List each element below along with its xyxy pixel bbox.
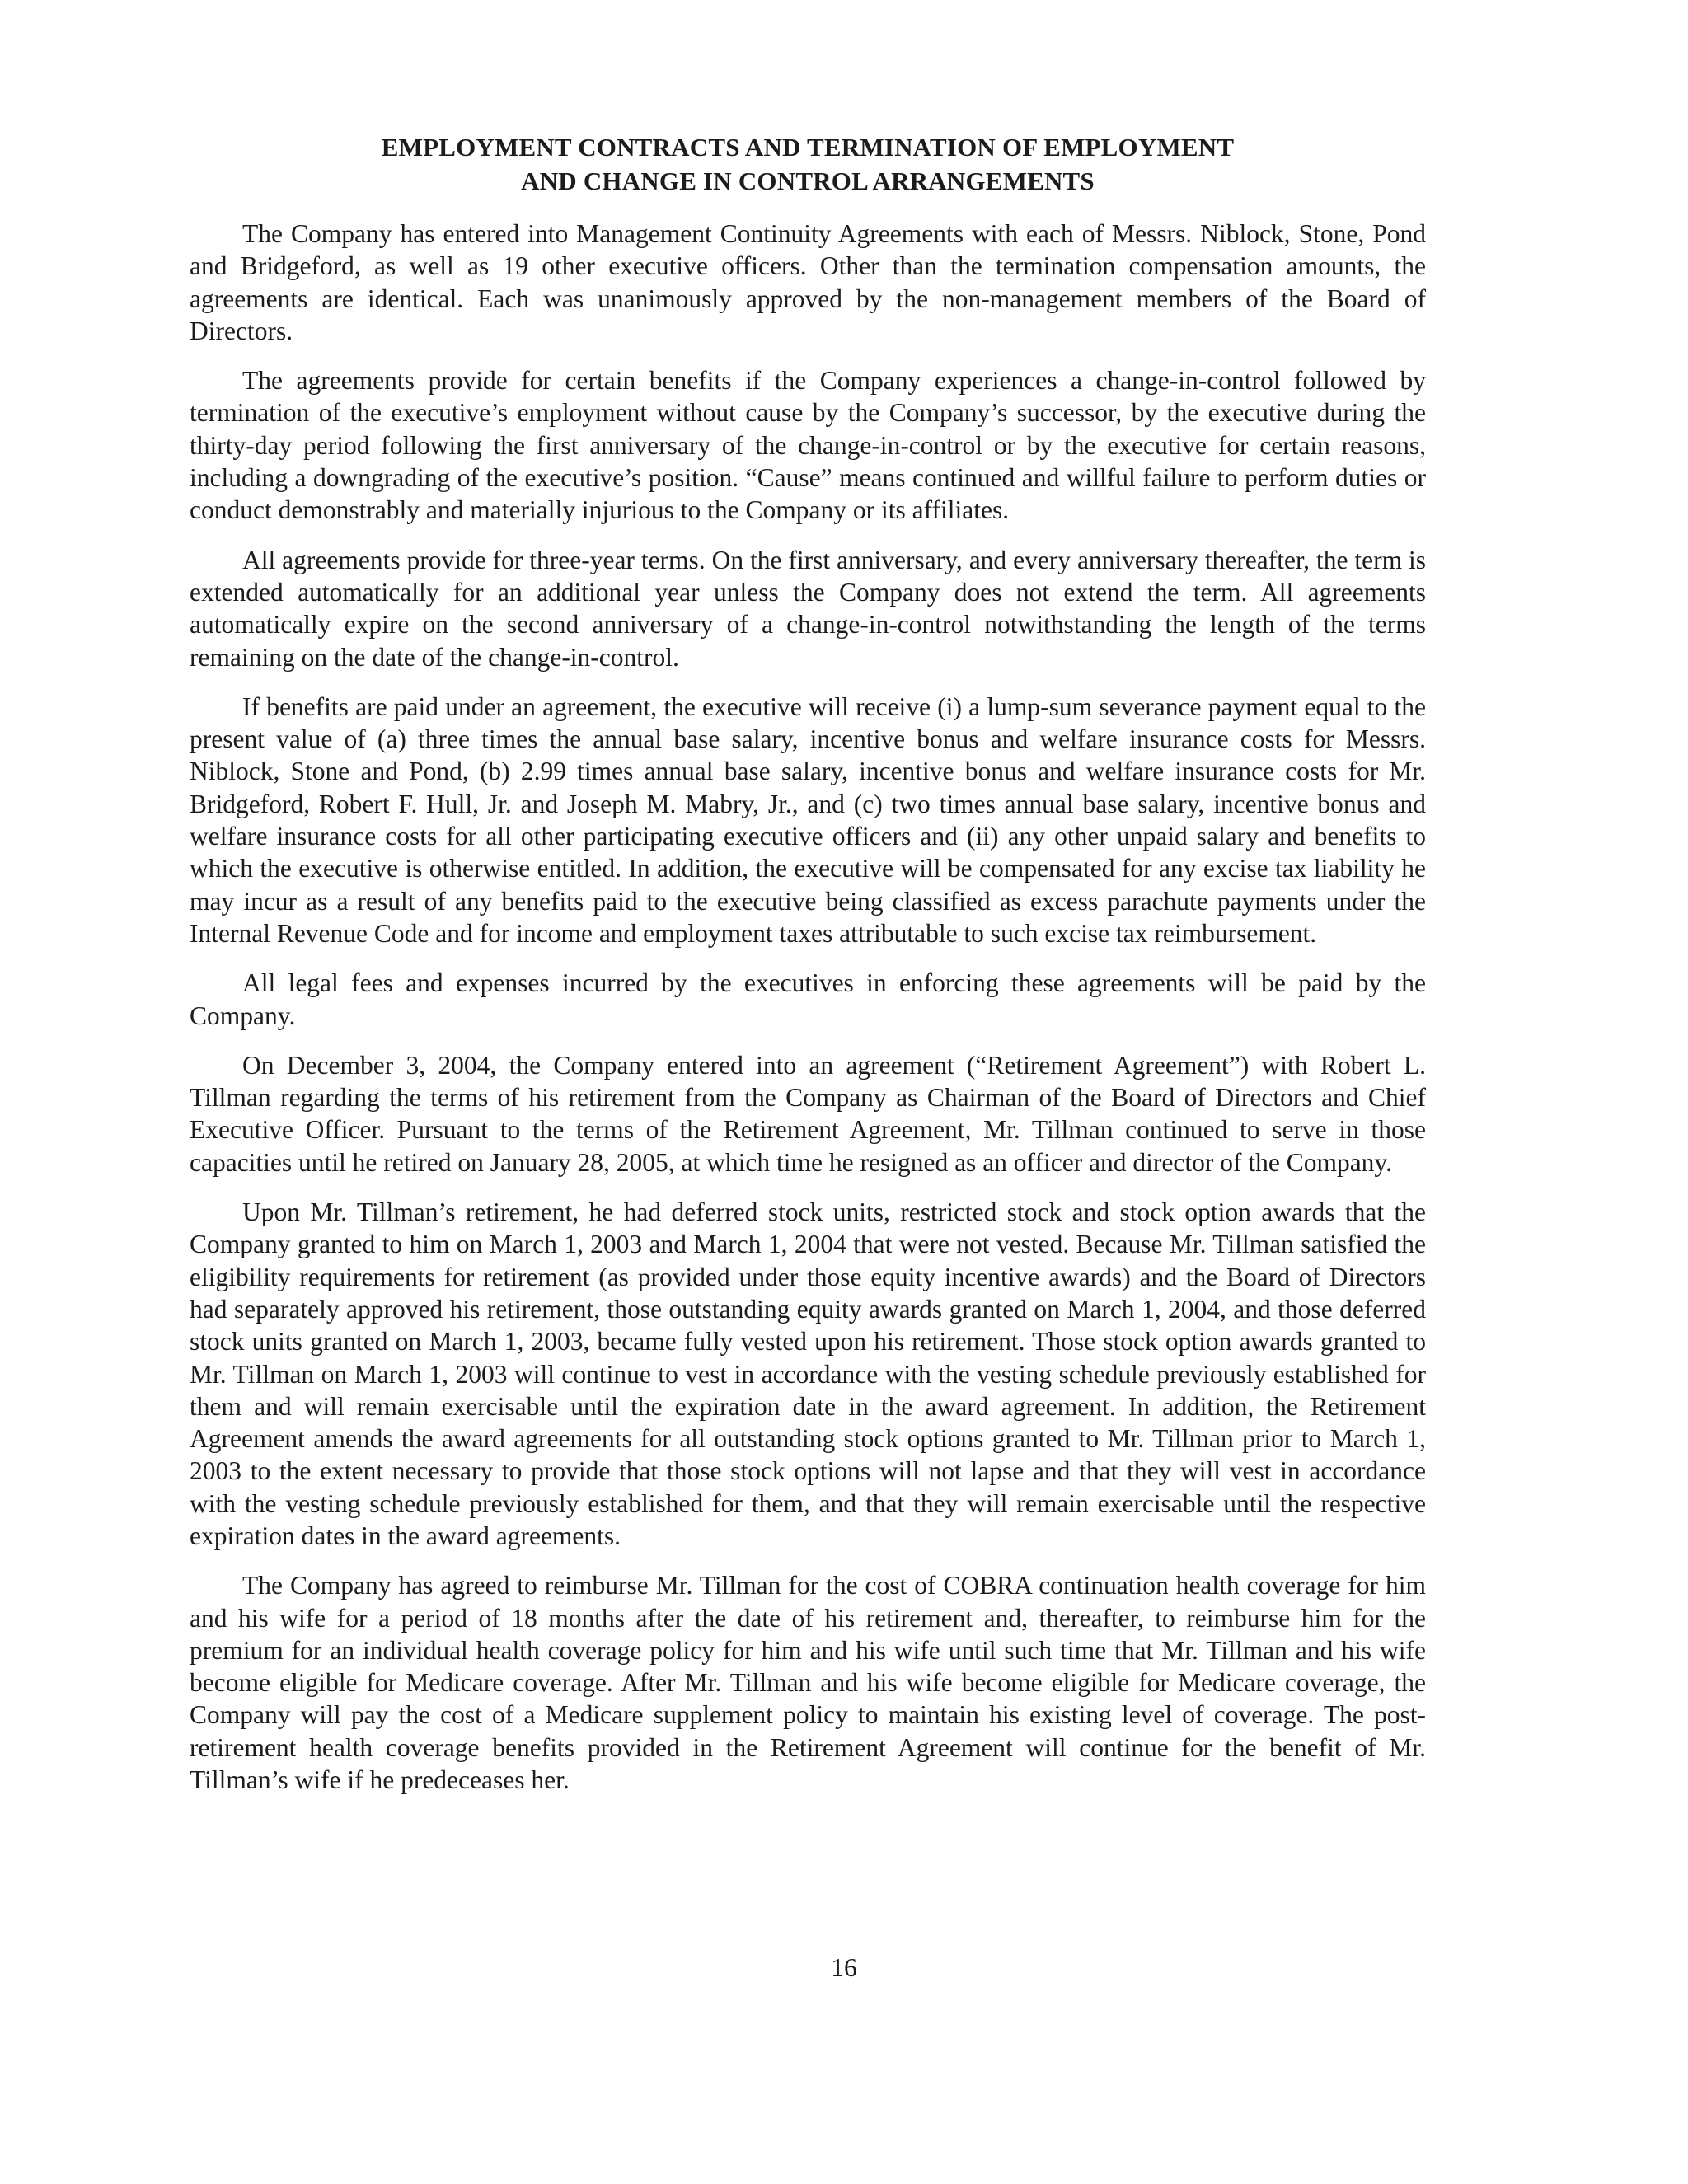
paragraph-health-coverage: The Company has agreed to reimburse Mr. Tillman for the cost of COBRA continuation health coverage for him and his wife for a period of 18 months after the date of his retirement and, thereafter, to reimburse him for the premium for an individual health coverage policy for him and his wife until such time that Mr. Tillman and his wife become eligible for Medicare coverage. After Mr. Tillman and his wife become eligible for Medicare coverage, the Company will pay the cost of a Medicare supplement policy to maintain his existing level of coverage. The post-retirement health coverage benefits provided in the Retirement Agreement will continue for the benefit of Mr. Tillman’s wife if he predeceases her. [190, 1571, 1426, 1795]
paragraph-management-continuity: The Company has entered into Management Continuity Agreements with each of Messrs. Niblock, Stone, Pond and Bridgeford, as well as 19 other executive officers. Other than the termination compensation amounts, the agreements are identical. Each was unanimously approved by the non-management members of the Board of Directors. [190, 219, 1426, 345]
paragraph-severance-payment: If benefits are paid under an agreement, the executive will receive (i) a lump-sum severance payment equal to the present value of (a) three times the annual base salary, incentive bonus and welfare insurance costs for Messrs. Niblock, Stone and Pond, (b) 2.99 times annual base salary, incentive bonus and welfare insurance costs for Mr. Bridgeford, Robert F. Hull, Jr. and Joseph M. Mabry, Jr., and (c) two times annual base salary, incentive bonus and welfare insurance costs for all other participating executive officers and (ii) any other unpaid salary and benefits to which the executive is otherwise entitled. In addition, the executive will be compensated for any excise tax liability he may incur as a result of any benefits paid to the executive being classified as excess parachute payments under the Internal Revenue Code and for income and employment taxes attributable to such excise tax reimbursement. [190, 691, 1426, 948]
section-heading-line-1: EMPLOYMENT CONTRACTS AND TERMINATION OF EMPLOYMENT [381, 133, 1235, 162]
paragraph-change-in-control-benefits: The agreements provide for certain benefits if the Company experiences a change-in-control followed by termination of the executive’s employment without cause by the Company’s successor, by the executive during the thirty-day period following the first anniversary of the change-in-control or by the executive for certain reasons, including a downgrading of the executive’s position. “Cause” means continued and willful failure to perform duties or conduct demonstrably and materially injurious to the Company or its affiliates. [190, 366, 1426, 525]
paragraph-retirement-agreement: On December 3, 2004, the Company entered into an agreement (“Retirement Agreement”) with Robert L. Tillman regarding the terms of his retirement from the Company as Chairman of the Board of Directors and Chief Executive Officer. Pursuant to the terms of the Retirement Agreement, Mr. Tillman continued to serve in those capacities until he retired on January 28, 2005, at which time he resigned as an officer and director of the Company. [190, 1050, 1426, 1177]
paragraph-equity-awards: Upon Mr. Tillman’s retirement, he had deferred stock units, restricted stock and stock option awards that the Company granted to him on March 1, 2003 and March 1, 2004 that were not vested. Because Mr. Tillman satisfied the eligibility requirements for retirement (as provided under those equity incentive awards) and the Board of Directors had separately approved his retirement, those outstanding equity awards granted on March 1, 2004, and those deferred stock units granted on March 1, 2003, became fully vested upon his retirement. Those stock option awards granted to Mr. Tillman on March 1, 2003 will continue to vest in accordance with the vesting schedule previously established for them and will remain exercisable until the expiration date in the award agreement. In addition, the Retirement Agreement amends the award agreements for all outstanding stock options granted to Mr. Tillman prior to March 1, 2003 to the extent necessary to provide that those stock options will not lapse and that they will vest in accordance with the vesting schedule previously established for them, and that they will remain exercisable until the respective expiration dates in the award agreements. [190, 1197, 1426, 1550]
page-number: 16 [831, 1953, 857, 1982]
paragraph-legal-fees: All legal fees and expenses incurred by the executives in enforcing these agreements will be paid by the Company. [190, 968, 1426, 1030]
section-heading-line-2: AND CHANGE IN CONTROL ARRANGEMENTS [521, 166, 1095, 195]
document-page [190, 130, 1426, 1813]
paragraph-agreement-terms: All agreements provide for three-year terms. On the first anniversary, and every anniversary thereafter, the term is extended automatically for an additional year unless the Company does not extend the term. All agreements automatically expire on the second anniversary of a change-in-control notwithstanding the length of the terms remaining on the date of the change-in-control. [190, 545, 1426, 672]
section-heading [190, 130, 1426, 198]
